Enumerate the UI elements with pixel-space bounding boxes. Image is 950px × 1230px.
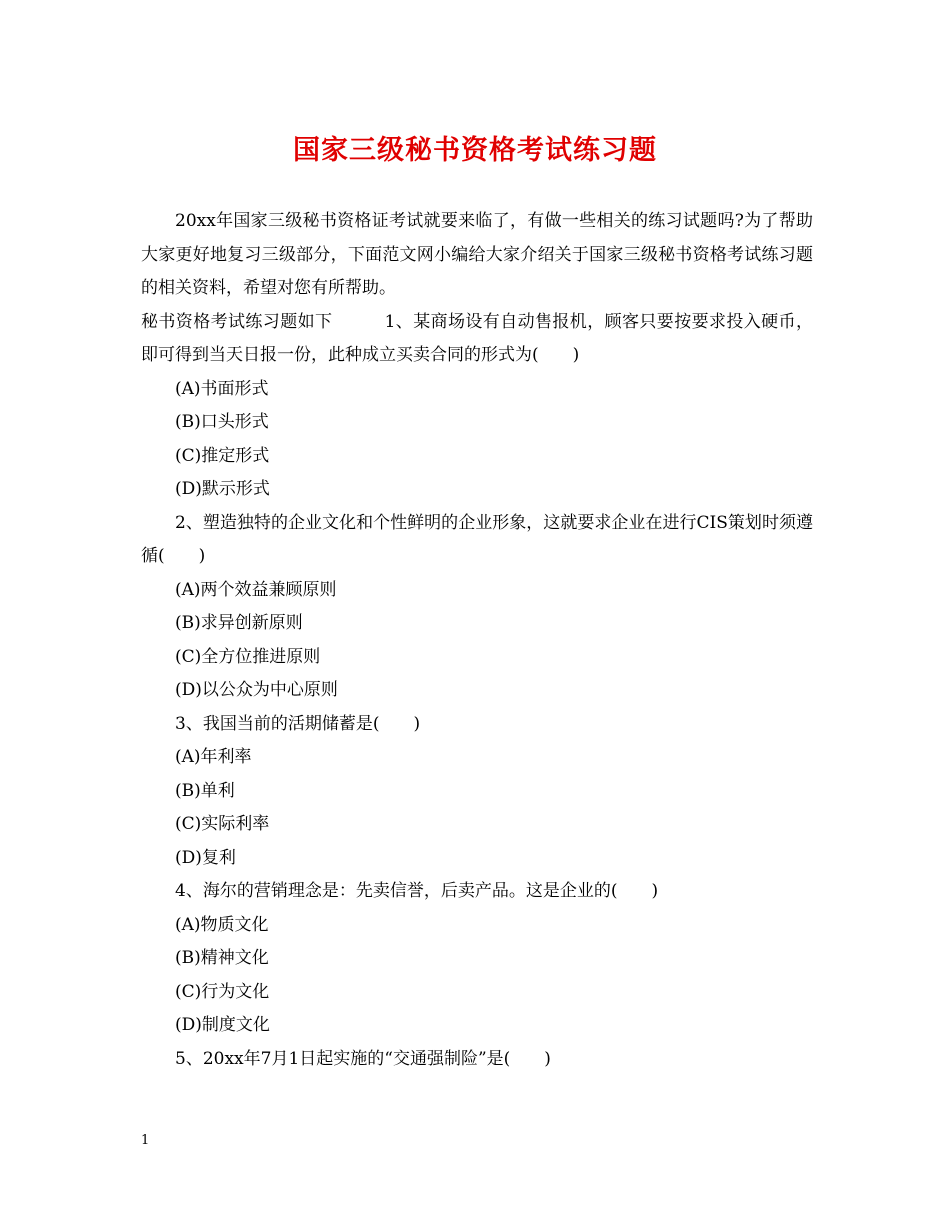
q2-option-a: (A)两个效益兼顾原则 [175,579,337,600]
q2-option-c: (C)全方位推进原则 [175,646,321,667]
document-title: 国家三级秘书资格考试练习题 [293,135,657,166]
question-4: 4、海尔的营销理念是：先卖信誉，后卖产品。这是企业的( ) [175,881,659,901]
question-2: 2、塑造独特的企业文化和个性鲜明的企业形象，这就要求企业在进行CIS策划时须遵循( ) [141,512,813,566]
q3-option-c: (C)实际利率 [175,814,270,834]
page-number: 1 [141,1133,150,1148]
q1-option-b: (B)口头形式 [175,412,269,432]
q4-option-d: (D)制度文化 [175,1015,270,1035]
document-body [141,205,813,1076]
q2-option-b: (B)求异创新原则 [175,613,303,633]
q1-option-a: (A)书面形式 [175,378,269,399]
question-5: 5、20xx年7月1日起实施的“交通强制险”是( ) [175,1048,551,1069]
q4-option-a: (A)物质文化 [175,914,269,935]
intro-paragraph: 20xx年国家三级秘书资格证考试就要来临了，有做一些相关的练习试题吗?为了帮助大家更好地复习三级部分，下面范文网小编给大家介绍关于国家三级秘书资格考试练习题的相关资料，希望对您有所帮助。 [141,211,813,298]
q4-option-b: (B)精神文化 [175,948,269,968]
question-3: 3、我国当前的活期储蓄是( ) [175,713,421,734]
q2-option-d: (D)以公众为中心原则 [175,680,338,700]
q1-option-c: (C)推定形式 [175,445,270,466]
q3-option-b: (B)单利 [175,780,235,801]
question-1: 秘书资格考试练习题如下 1、某商场设有自动售报机，顾客只要按要求投入硬币，即可得到当天日报一份，此种成立买卖合同的形式为( ) [141,311,813,365]
q3-option-a: (A)年利率 [175,747,252,767]
q3-option-d: (D)复利 [175,847,236,868]
q1-option-d: (D)默示形式 [175,479,270,499]
q4-option-c: (C)行为文化 [175,981,270,1002]
